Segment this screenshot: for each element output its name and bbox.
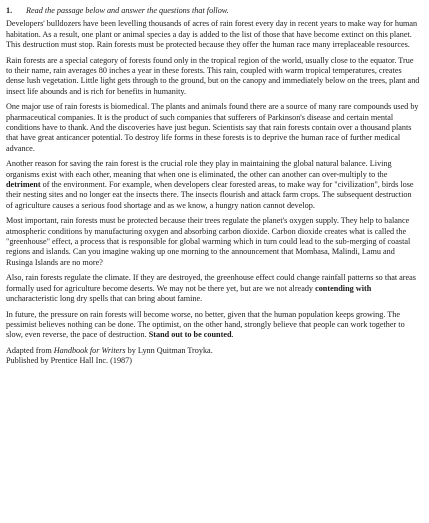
question-number: 1. — [6, 6, 13, 15]
question-instruction: Read the passage below and answer the questions that follow. — [26, 6, 229, 15]
source-book-title: Handbook for Writers — [53, 346, 126, 356]
paragraph-natural-balance-text-end: of the environment. For example, when developers clear forested areas, to make way for "civilization", birds lose their nesting sites and no longer eat the insects there. The insects flourish and attack farm crops. The subsequent destruction of agriculture causes a serious food shortage and as we know, a hungry nation cannot develop. — [6, 179, 414, 210]
source-prefix: Adapted from — [6, 346, 54, 356]
emphasis-detriment: detriment — [6, 179, 41, 189]
paragraph-natural-balance-text-start: Another reason for saving the rain forest is the crucial role they play in maintaining the global natural balance. Living organisms exist with each other, meaning that when one is eliminated, the other can another can over-multiply to the — [6, 159, 392, 179]
paragraph-definition: Rain forests are a special category of forests found only in the tropical region of the world, usually close to the equator. True to their name, rain averages 80 inches a year in these forests. This rain, coupled with warm tropical temperatures, creates dense lush vegetation. Little light gets through to the ground, but on the canopy and immediately below on the trees, plant and insect life abounds and is rich for benefits in humanity. — [6, 55, 420, 96]
question-header — [6, 6, 420, 16]
exam-passage — [6, 6, 420, 367]
source-author: by Lynn Quitman Troyka. — [125, 346, 213, 356]
paragraph-future-text-end: . — [231, 330, 234, 340]
emphasis-contending-with: contending with — [315, 283, 372, 293]
paragraph-natural-balance — [6, 159, 420, 210]
source-publisher: Published by Prentice Hall Inc. (1987) — [6, 356, 132, 366]
paragraph-climate-text-start: Also, rain forests regulate the climate. If they are destroyed, the greenhouse effect could change rainfall patterns so that areas formally used for agriculture become deserts. We may not be there yet, but are we not already — [6, 273, 416, 293]
source-citation — [6, 346, 420, 367]
paragraph-biomedical: One major use of rain forests is biomedical. The plants and animals found there are a source of many rare compounds used by pharmaceutical companies. It is the product of such companies that sufferers of Parkinson's disease and certain mental conditions have to thank. And the discoveries have just begun. Scientists say that rain forests contain over a thousand plants that have great anticancer potential. To destroy life forms in these forests is to deprive the human race of further medical advance. — [6, 102, 419, 153]
emphasis-stand-out: Stand out to be counted — [148, 330, 232, 340]
paragraph-climate-text-end: uncharacteristic long dry spells that can bring about famine. — [6, 293, 203, 303]
paragraph-oxygen: Most important, rain forests must be protected because their trees regulate the planet's oxygen supply. They help to balance atmospheric conditions by manufacturing oxygen and absorbing carbon dioxide. Carbon dioxide creates what is called the "greenhouse" effect, a process that is responsible for global warming which in turn could lead to the sub-merging of coastal regions and islands. Can you imagine waking up one morning to the announcement that Mombasa, Malindi, Lamu and Rusinga Islands are no more? — [6, 216, 411, 267]
paragraph-intro: Developers' bulldozers have been levelling thousands of acres of rain forest every day in recent years to make way for human habitation. As a result, one plant or animal species a day is added to the list of those that have become extinct on this planet. This destruction must stop. Rain forests must be protected because they offer the human race many irreplaceable resources. — [6, 19, 418, 49]
paragraph-future-text-start: In future, the pressure on rain forests will become worse, no better, given that the human population keeps growing. The pessimist believes nothing can be done. The optimist, on the other hand, strongly believe that people can work together to slow, even reverse, the pace of destruction. — [6, 309, 405, 340]
paragraph-future — [6, 310, 420, 341]
paragraph-climate — [6, 273, 420, 304]
